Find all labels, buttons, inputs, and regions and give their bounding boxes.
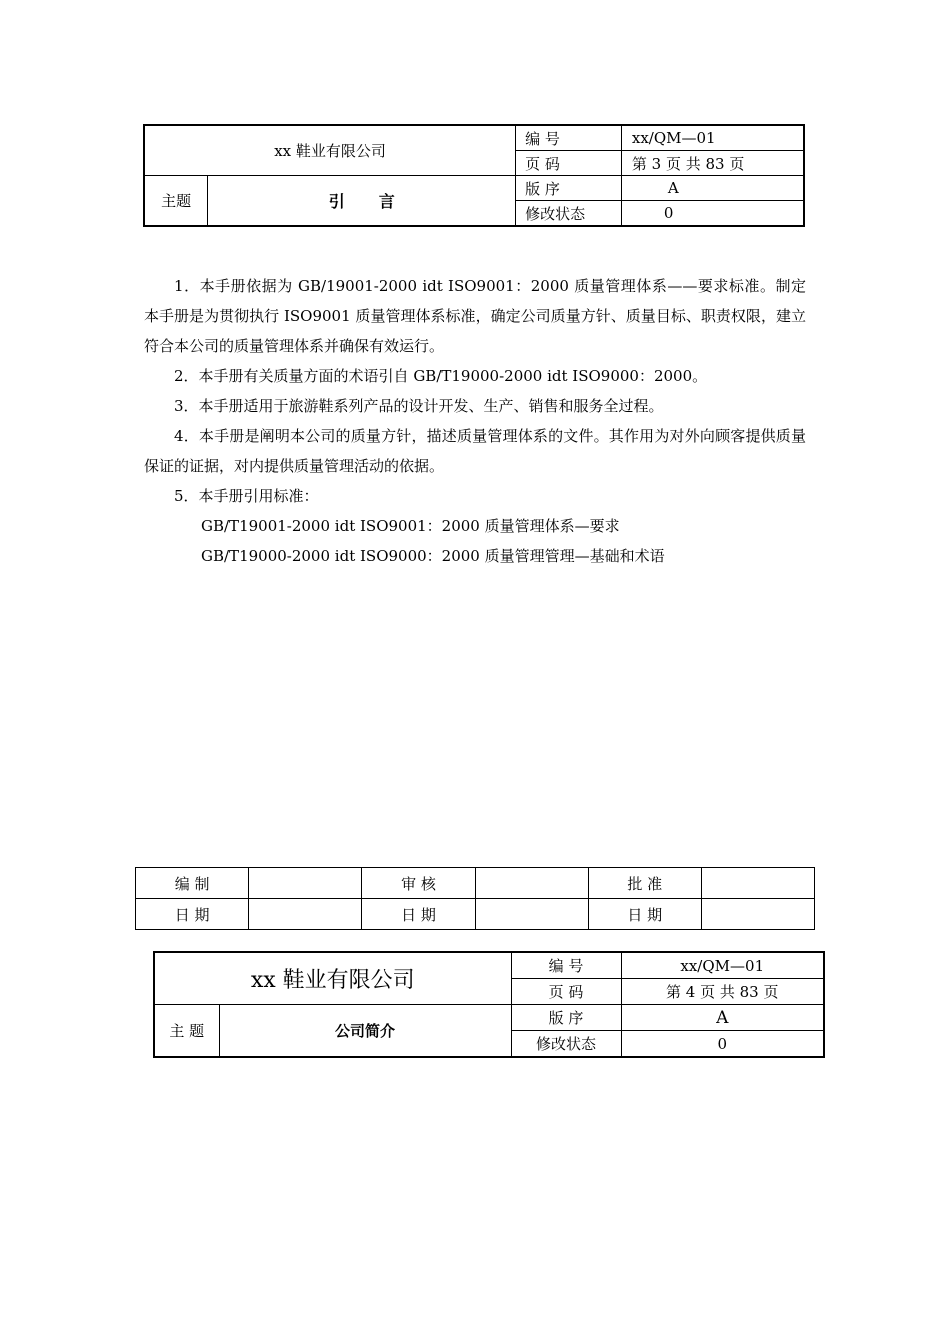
prepared-label: 编 制: [136, 868, 249, 899]
subject-label: 主 题: [154, 1005, 219, 1058]
revision-label: 修改状态: [516, 201, 622, 227]
reference-item: GB/T19001-2000 idt ISO9001：2000 质量管理体系—要求: [201, 517, 620, 535]
document-header-table: [143, 124, 805, 227]
company-name: xx 鞋业有限公司: [144, 125, 516, 176]
subject-label: 主题: [144, 176, 208, 227]
page-value: 第 4 页 共 83 页: [621, 979, 824, 1005]
reference-item: GB/T19000-2000 idt ISO9000：2000 质量管理管理—基础和术语: [201, 547, 665, 565]
paragraph: 2．本手册有关质量方面的术语引自 GB/T19000-2000 idt ISO9000：2000。: [174, 367, 708, 385]
document-header-table: [153, 951, 825, 1058]
date-label: 日 期: [136, 899, 249, 930]
code-value: xx/QM—01: [621, 952, 824, 979]
signoff-table: [135, 867, 815, 930]
revision-value: 0: [621, 1031, 824, 1058]
version-value: A: [621, 1005, 824, 1031]
version-label: 版 序: [511, 1005, 621, 1031]
date-label: 日 期: [362, 899, 475, 930]
paragraph: 4．本手册是阐明本公司的质量方针，描述质量管理体系的文件。其作用为对外向顾客提供质量保证的证据，对内提供质量管理活动的依据。: [144, 427, 806, 475]
code-label: 编 号: [511, 952, 621, 979]
date-label: 日 期: [588, 899, 701, 930]
body-text: [144, 271, 806, 571]
revision-value: 0: [621, 201, 804, 227]
paragraph: 3．本手册适用于旅游鞋系列产品的设计开发、生产、销售和服务全过程。: [174, 397, 664, 415]
reviewed-field: [475, 868, 588, 899]
paragraph: 5．本手册引用标准：: [174, 487, 319, 505]
revision-label: 修改状态: [511, 1031, 621, 1058]
code-label: 编 号: [516, 125, 622, 151]
code-value: xx/QM—01: [621, 125, 804, 151]
page-label: 页 码: [511, 979, 621, 1005]
section-title: 引言: [208, 176, 516, 227]
page-label: 页 码: [516, 151, 622, 176]
date-field: [249, 899, 362, 930]
date-field: [475, 899, 588, 930]
section-title: 公司简介: [219, 1005, 511, 1058]
page-value: 第 3 页 共 83 页: [621, 151, 804, 176]
company-name: xx 鞋业有限公司: [154, 952, 511, 1005]
prepared-field: [249, 868, 362, 899]
version-label: 版 序: [516, 176, 622, 201]
date-field: [701, 899, 814, 930]
paragraph: 1．本手册依据为 GB/19001-2000 idt ISO9001：2000 质量管理体系——要求标准。制定本手册是为贯彻执行 ISO9001 质量管理体系标准，确定公司质量方针、质量目标、职责权限，建立符合本公司的质量管理体系并确保有效运行。: [144, 277, 806, 355]
approved-label: 批 准: [588, 868, 701, 899]
version-value: A: [621, 176, 804, 201]
approved-field: [701, 868, 814, 899]
reviewed-label: 审 核: [362, 868, 475, 899]
